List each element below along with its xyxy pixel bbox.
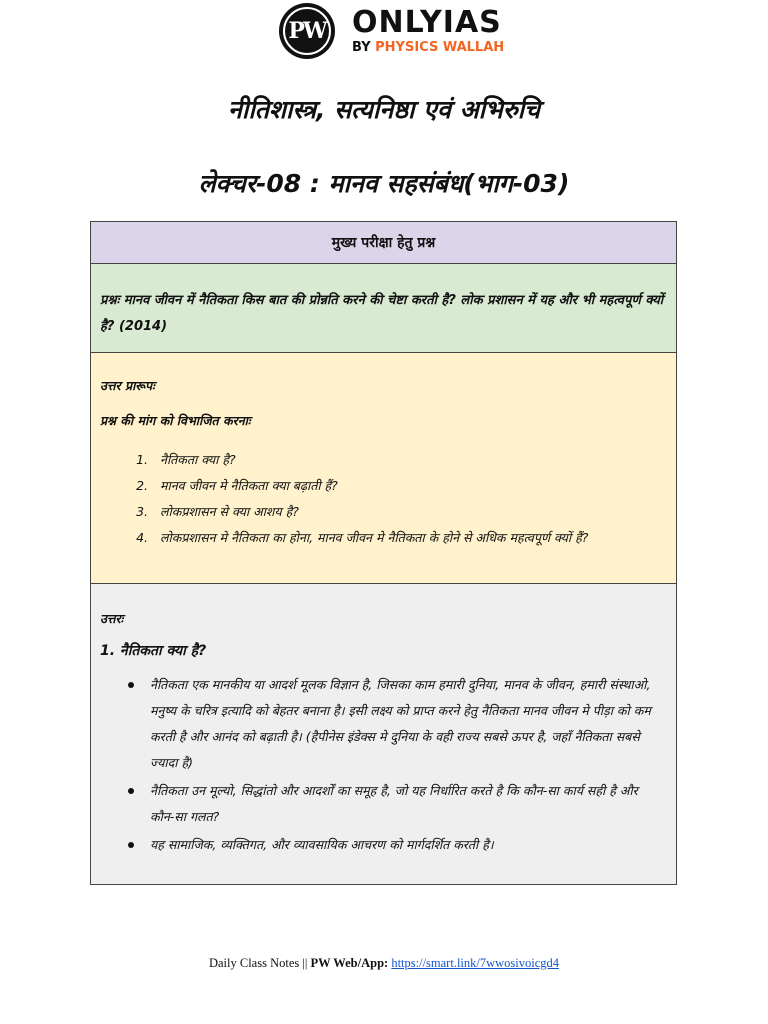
- list-item: 1. नैतिकता क्या है?: [152, 447, 664, 473]
- answer-label: उत्तरः: [100, 611, 124, 626]
- lecture-title: लेक्चर-08 : मानव सहसंबंध(भाग-03): [198, 169, 570, 198]
- section-heading: [90, 221, 677, 264]
- subject-title: नीतिशास्त्र, सत्यनिष्ठा एवं अभिरुचि: [227, 95, 541, 124]
- bullet-icon: [128, 842, 134, 848]
- answer-outline-box: [90, 352, 677, 584]
- section-heading-text: मुख्य परीक्षा हेतु प्रश्न: [331, 235, 436, 251]
- answer-outline-label: उत्तर प्रारूपः: [100, 378, 155, 393]
- list-item: [150, 778, 664, 830]
- bullet-text: नैतिकता एक मानकीय या आदर्श मूलक विज्ञान है, जिसका काम हमारी दुनिया, मानव के जीवन, हमारी संस्थाओ, मनुष्य के चरित्र इत्यादि को बेहतर बनाना है। इसी लक्ष्य को प्राप्त करने हेतु नैतिकता मानव जीवन मे पीड़ा को कम करती है और आनंद को बढ़ाती है। (हैपीनेस इंडेक्स मे दुनिया के वही राज्य सबसे ऊपर है, जहाँ नैतिकता सबसे ज्यादा है): [150, 677, 651, 770]
- question-box: [90, 263, 677, 353]
- list-item: [150, 672, 664, 776]
- answer-box: [90, 583, 677, 885]
- page-header: [0, 0, 768, 64]
- demand-list: [100, 447, 664, 551]
- bullet-icon: [128, 788, 134, 794]
- demand-label: प्रश्न की मांग को विभाजित करनाः: [100, 413, 251, 428]
- footer-link[interactable]: https://smart.link/7wwosivoicgd4: [391, 956, 560, 970]
- brand-by: BY: [352, 40, 376, 55]
- footer-prefix: Daily Class Notes ||: [208, 956, 311, 970]
- brand-logo: [352, 6, 504, 56]
- bullet-icon: [128, 682, 134, 688]
- brand-subtitle: [352, 40, 504, 56]
- list-item: [150, 832, 664, 858]
- brand-org: PHYSICS WALLAH: [375, 40, 505, 55]
- answer-bullets: [100, 672, 664, 858]
- pw-logo-icon: [279, 3, 335, 59]
- list-item: 4. लोकप्रशासन मे नैतिकता का होना, मानव जीवन मे नैतिकता के होने से अधिक महत्वपूर्ण क्यों हैं?: [152, 525, 664, 551]
- footer-app-label: PW Web/App:: [310, 956, 389, 970]
- question-text: प्रश्नः मानव जीवन में नैतिकता किस बात की प्रोन्नति करने की चेष्टा करती है? लोक प्रशासन में यह और भी महत्वपूर्ण क्यों है? (2014): [100, 293, 664, 334]
- page-footer: [0, 956, 768, 971]
- list-item: 2. मानव जीवन मे नैतिकता क्या बढ़ाती हैं?: [152, 473, 664, 499]
- list-item: 3. लोकप्रशासन से क्या आशय है?: [152, 499, 664, 525]
- bullet-text: नैतिकता उन मूल्यो, सिद्धांतो और आदर्शों का समूह है, जो यह निर्धारित करते है कि कौन-सा कार्य सही है और कौन-सा गलत?: [150, 783, 638, 824]
- bullet-text: यह सामाजिक, व्यक्तिगत, और व्यावसायिक आचरण को मार्गदर्शित करती है।: [150, 837, 494, 852]
- pw-logo-mark: PW: [283, 7, 331, 55]
- answer-subheading: 1. नैतिकता क्या है?: [100, 643, 207, 659]
- brand-name: ONLYIAS: [352, 5, 502, 40]
